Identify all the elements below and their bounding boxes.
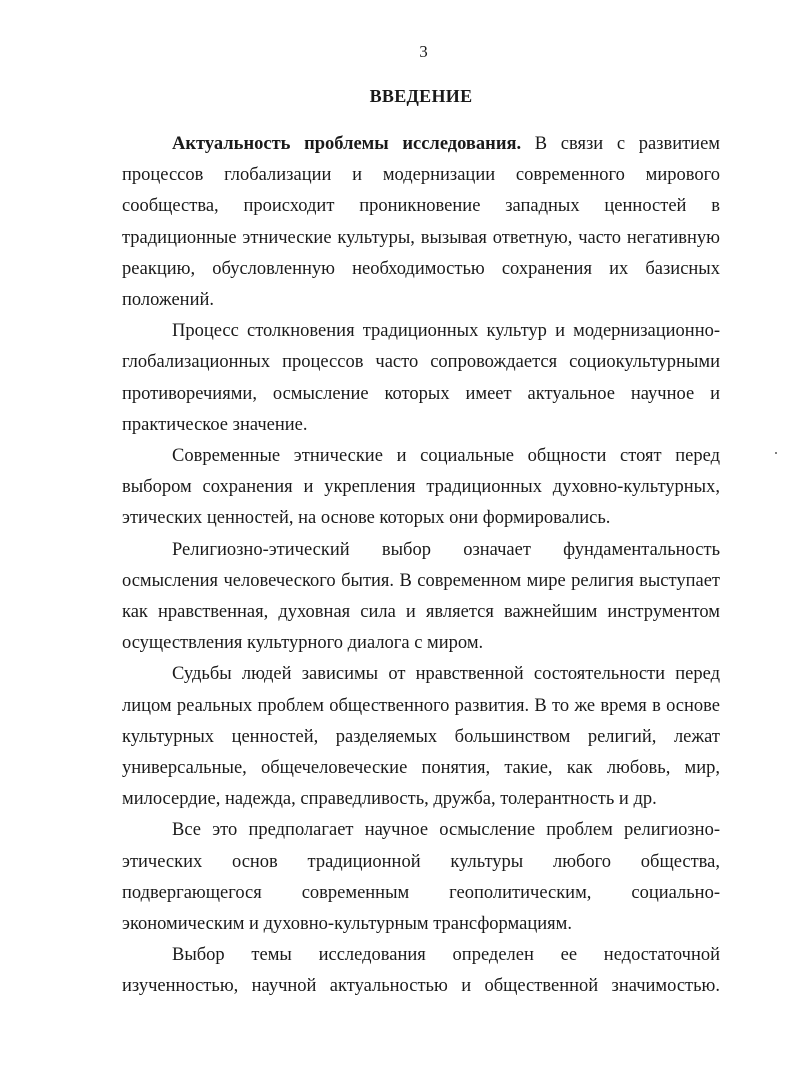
paragraph-topic-choice: Выбор темы исследования определен ее недостаточной изученностью, научной актуальностью и общественной значимостью. (122, 945, 720, 997)
body-text (122, 129, 720, 1003)
page-number: 3 (419, 42, 428, 61)
paragraph-clash-of-cultures: Процесс столкновения традиционных культур и модернизационно-глобализационных процессов часто сопровождается социокультурными противоречиями, осмысление которых имеет актуальное научное и практическое значение. (122, 321, 720, 435)
paragraph-scientific-reflection: Все это предполагает научное осмысление проблем религиозно-этических основ традиционной культуры любого общества, подвергающегося современным геополитическим, социально-экономическим и духовно-культурным трансформациям. (122, 820, 720, 935)
paragraph-fates-of-people: Судьбы людей зависимы от нравственной состоятельности перед лицом реальных проблем общественного развития. В то же время в основе культурных ценностей, разделяемых большинством религий, лежат универсальные, общечеловеческие понятия, такие, как любовь, мир, милосердие, надежда, справедливость, дружба, толерантность и др. (122, 664, 720, 810)
paragraph-text: В связи с развитием процессов глобализации и модернизации современного мирового сообщества, происходит проникновение западных ценностей в традиционные этнические культуры, вызывая ответную, часто негативную реакцию, обусловленную необходимостью сохранения их базисных положений. (122, 134, 720, 311)
paragraph-relevance (122, 129, 720, 316)
scan-speck (775, 452, 777, 454)
page-title: ВВЕДЕНИЕ (369, 86, 473, 106)
paragraph-lead: Актуальность проблемы исследования. (172, 134, 522, 154)
paragraph-religious-ethical-choice: Религиозно-этический выбор означает фундаментальность осмысления человеческого бытия. В современном мире религия выступает как нравственная, духовная сила и является важнейшим инструментом осуществления культурного диалога с миром. (122, 539, 720, 654)
paragraph-communities-choice: Современные этнические и социальные общности стоят перед выбором сохранения и укрепления традиционных духовно-культурных, этических ценностей, на основе которых они формировались. (122, 446, 720, 529)
